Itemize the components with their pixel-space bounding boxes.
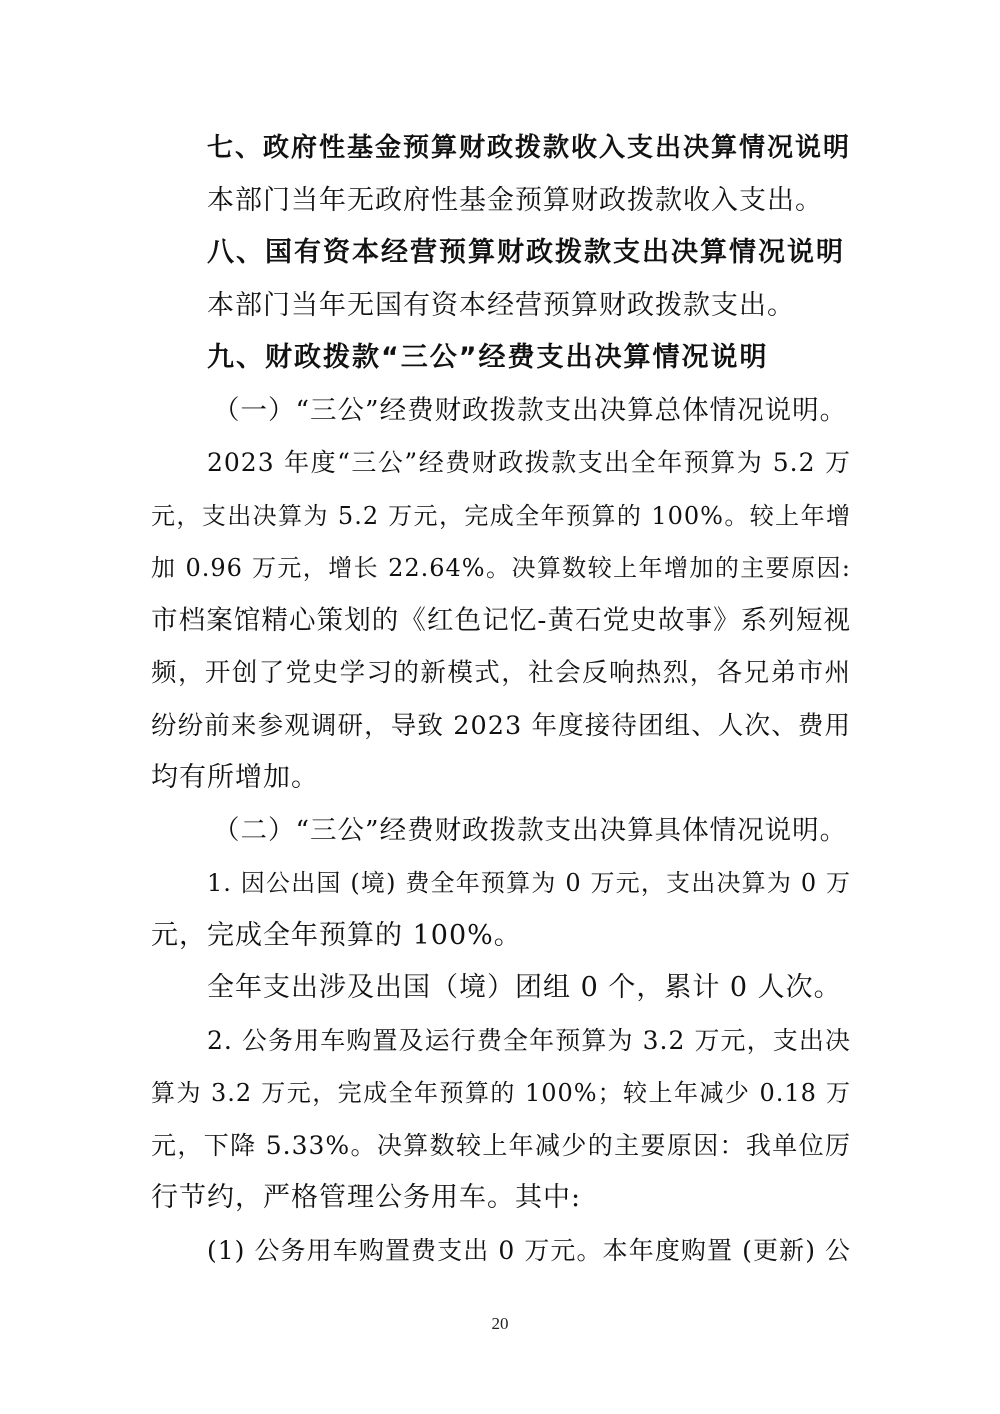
section-heading-9: 九、财政拨款“三公”经费支出决算情况说明 <box>207 342 769 373</box>
paragraph-line: 市档案馆精心策划的《红色记忆-黄石党史故事》系列短视 <box>151 605 851 636</box>
section-heading-8: 八、国有资本经营预算财政拨款支出决算情况说明 <box>207 237 845 268</box>
paragraph-line: 均有所增加。 <box>151 762 319 793</box>
paragraph-line: 2. 公务用车购置及运行费全年预算为 3.2 万元，支出决 <box>207 1026 851 1055</box>
paragraph-line: 元，支出决算为 5.2 万元，完成全年预算的 100%。较上年增 <box>151 502 851 530</box>
subsection-heading-2: （二）“三公”经费财政拨款支出决算具体情况说明。 <box>213 815 848 846</box>
paragraph-line: 2023 年度“三公”经费财政拨款支出全年预算为 5.2 万 <box>207 448 851 477</box>
paragraph-line: 元，完成全年预算的 100%。 <box>151 920 522 951</box>
paragraph-line: 频，开创了党史学习的新模式，社会反响热烈，各兄弟市州 <box>151 658 851 688</box>
paragraph-line: 纷纷前来参观调研，导致 2023 年度接待团组、人次、费用 <box>151 711 851 741</box>
paragraph-line: 加 0.96 万元，增长 22.64%。决算数较上年增加的主要原因: <box>151 554 851 582</box>
paragraph-line: 1. 因公出国 (境) 费全年预算为 0 万元，支出决算为 0 万 <box>207 869 851 897</box>
paragraph-line: 行节约，严格管理公务用车。其中: <box>151 1182 582 1213</box>
page-number: 20 <box>491 1314 509 1333</box>
subsection-heading-1: （一）“三公”经费财政拨款支出决算总体情况说明。 <box>213 395 848 426</box>
paragraph-line: 算为 3.2 万元，完成全年预算的 100%；较上年减少 0.18 万 <box>151 1079 851 1107</box>
paragraph-line: (1) 公务用车购置费支出 0 万元。本年度购置 (更新) 公 <box>207 1236 851 1265</box>
section-heading-7: 七、政府性基金预算财政拨款收入支出决算情况说明 <box>207 133 852 163</box>
paragraph-line: 本部门当年无国有资本经营预算财政拨款支出。 <box>207 290 795 321</box>
paragraph-line: 元，下降 5.33%。决算数较上年减少的主要原因：我单位厉 <box>151 1131 851 1160</box>
paragraph-line: 全年支出涉及出国（境）团组 0 个，累计 0 人次。 <box>207 972 842 1003</box>
paragraph-line: 本部门当年无政府性基金预算财政拨款收入支出。 <box>207 185 823 216</box>
